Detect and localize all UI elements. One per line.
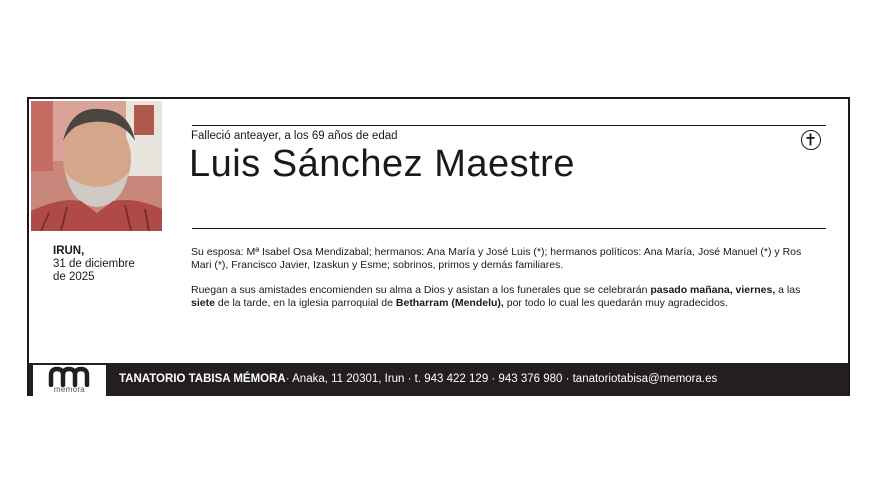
funeral-church: Betharram (Mendelu), — [395, 297, 504, 309]
top-divider — [192, 125, 826, 126]
funeral-paragraph — [191, 284, 823, 310]
deceased-photo — [31, 101, 162, 231]
date-line-2: de 2025 — [53, 271, 95, 283]
funeral-home-details — [119, 373, 717, 385]
family-paragraph: Su esposa: Mª Isabel Osa Mendizabal; hermanos: Ana María y José Luis (*); hermanos políticos: Ana María, José Manuel (*) y Ros Mari (*), Francisco Javier, Izaskun y Esme; sobrinos, primos y demás familiares. — [191, 246, 802, 271]
obituary-card — [27, 97, 850, 396]
middle-divider — [192, 228, 826, 229]
funeral-text-3: de la tarde, en la iglesia parroquial de — [214, 297, 396, 309]
funeral-day: pasado mañana, viernes, — [650, 284, 776, 296]
funeral-home-name: TANATORIO TABISA MÉMORA — [119, 373, 286, 385]
funeral-home-contact: · Anaka, 11 20301, Irun · t. 943 422 129 · 943 376 980 · tanatoriotabisa@memora.es — [285, 373, 718, 385]
funeral-text-4: por todo lo cual les quedarán muy agradecidos. — [503, 297, 728, 309]
death-subtitle: Falleció anteayer, a los 69 años de edad — [191, 130, 398, 142]
funeral-home-footer — [29, 363, 848, 396]
deceased-name: Luis Sánchez Maestre — [189, 143, 575, 185]
funeral-hour: siete — [191, 297, 215, 309]
funeral-text-2: a las — [775, 284, 801, 296]
logo-wordmark: memora — [53, 385, 86, 394]
memora-logo — [33, 365, 106, 396]
place-city: IRUN, — [53, 245, 85, 257]
cross-icon — [801, 130, 821, 150]
date-line-1: 31 de diciembre — [53, 258, 135, 270]
place-and-date — [53, 245, 135, 284]
funeral-text-1: Ruegan a sus amistades encomienden su alma a Dios y asistan a los funerales que se celebrarán — [191, 284, 651, 296]
